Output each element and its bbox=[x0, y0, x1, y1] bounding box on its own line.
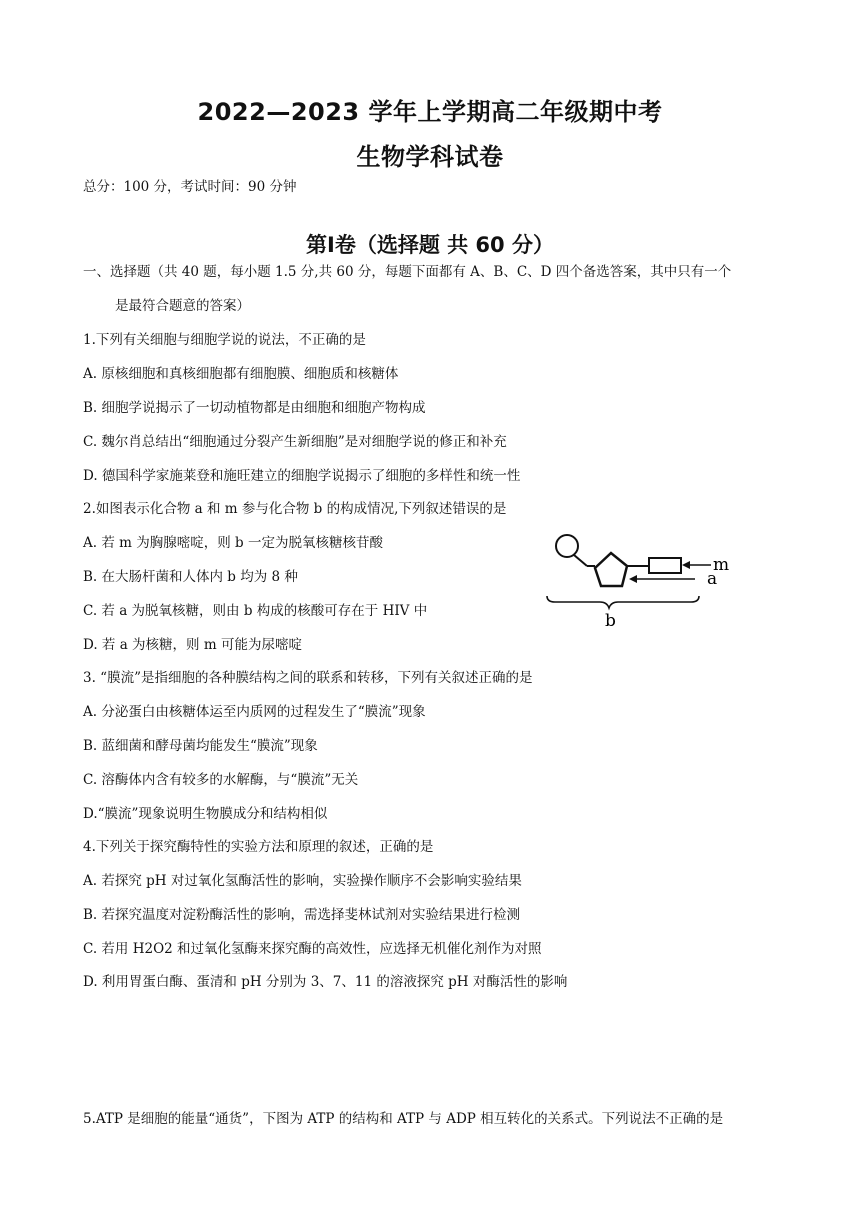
question-4-option-d: D. 利用胃蛋白酶、蛋清和 pH 分别为 3、7、11 的溶液探究 pH 对酶活性的影响 bbox=[83, 974, 568, 990]
section-instruction-line2: 是最符合题意的答案） bbox=[115, 298, 250, 314]
question-4-option-c: C. 若用 H2O2 和过氧化氢酶来探究酶的高效性，应选择无机催化剂作为对照 bbox=[83, 941, 542, 957]
question-3-option-d: D.“膜流”现象说明生物膜成分和结构相似 bbox=[83, 806, 328, 822]
nucleotide-figure bbox=[545, 530, 750, 630]
base-rectangle bbox=[649, 558, 681, 573]
question-1-stem: 1.下列有关细胞与细胞学说的说法，不正确的是 bbox=[83, 332, 366, 348]
phosphate-bond bbox=[574, 555, 587, 566]
arrow-a-head bbox=[629, 575, 637, 583]
section-instruction-line1: 一、选择题（共 40 题，每小题 1.5 分,共 60 分，每题下面都有 A、B、C、D 四个备选答案，其中只有一个 bbox=[83, 264, 732, 280]
question-2-option-d: D. 若 a 为核糖，则 m 可能为尿嘧啶 bbox=[83, 637, 302, 653]
question-4-option-b: B. 若探究温度对淀粉酶活性的影响，需选择斐林试剂对实验结果进行检测 bbox=[83, 907, 521, 923]
section-title: 第Ⅰ卷（选择题 共 60 分） bbox=[306, 233, 554, 257]
phosphate-circle bbox=[556, 535, 578, 557]
label-a: a bbox=[707, 569, 718, 589]
question-5-stem: 5.ATP 是细胞的能量“通货”，下图为 ATP 的结构和 ATP 与 ADP 相互转化的关系式。下列说法不正确的是 bbox=[83, 1111, 724, 1127]
question-3-option-b: B. 蓝细菌和酵母菌均能发生“膜流”现象 bbox=[83, 738, 318, 754]
question-3-option-c: C. 溶酶体内含有较多的水解酶，与“膜流”无关 bbox=[83, 772, 359, 788]
exam-title-line1: 2022—2023 学年上学期高二年级期中考 bbox=[197, 98, 663, 126]
question-2-option-b: B. 在大肠杆菌和人体内 b 均为 8 种 bbox=[83, 569, 298, 585]
question-3-option-a: A. 分泌蛋白由核糖体运至内质网的过程发生了“膜流”现象 bbox=[83, 704, 426, 720]
exam-meta: 总分：100 分，考试时间：90 分钟 bbox=[83, 179, 297, 195]
arrow-m-head bbox=[682, 561, 690, 569]
question-1-option-d: D. 德国科学家施莱登和施旺建立的细胞学说揭示了细胞的多样性和统一性 bbox=[83, 468, 521, 484]
question-2-option-a: A. 若 m 为胸腺嘧啶，则 b 一定为脱氧核糖核苷酸 bbox=[83, 535, 383, 551]
question-4-stem: 4.下列关于探究酶特性的实验方法和原理的叙述，正确的是 bbox=[83, 839, 434, 855]
question-2-option-c: C. 若 a 为脱氧核糖，则由 b 构成的核酸可存在于 HIV 中 bbox=[83, 603, 428, 619]
label-m: m bbox=[713, 555, 730, 575]
brace-b bbox=[547, 596, 699, 608]
question-2-stem: 2.如图表示化合物 a 和 m 参与化合物 b 的构成情况,下列叙述错误的是 bbox=[83, 501, 507, 517]
question-4-option-a: A. 若探究 pH 对过氧化氢酶活性的影响，实验操作顺序不会影响实验结果 bbox=[83, 873, 522, 889]
question-3-stem: 3. “膜流”是指细胞的各种膜结构之间的联系和转移，下列有关叙述正确的是 bbox=[83, 670, 533, 686]
exam-title-line2: 生物学科试卷 bbox=[356, 143, 504, 171]
question-1-option-a: A. 原核细胞和真核细胞都有细胞膜、细胞质和核糖体 bbox=[83, 366, 399, 382]
label-b: b bbox=[605, 611, 616, 630]
pentose-ring bbox=[595, 553, 627, 586]
question-1-option-c: C. 魏尔肖总结出“细胞通过分裂产生新细胞”是对细胞学说的修正和补充 bbox=[83, 434, 507, 450]
question-1-option-b: B. 细胞学说揭示了一切动植物都是由细胞和细胞产物构成 bbox=[83, 400, 426, 416]
